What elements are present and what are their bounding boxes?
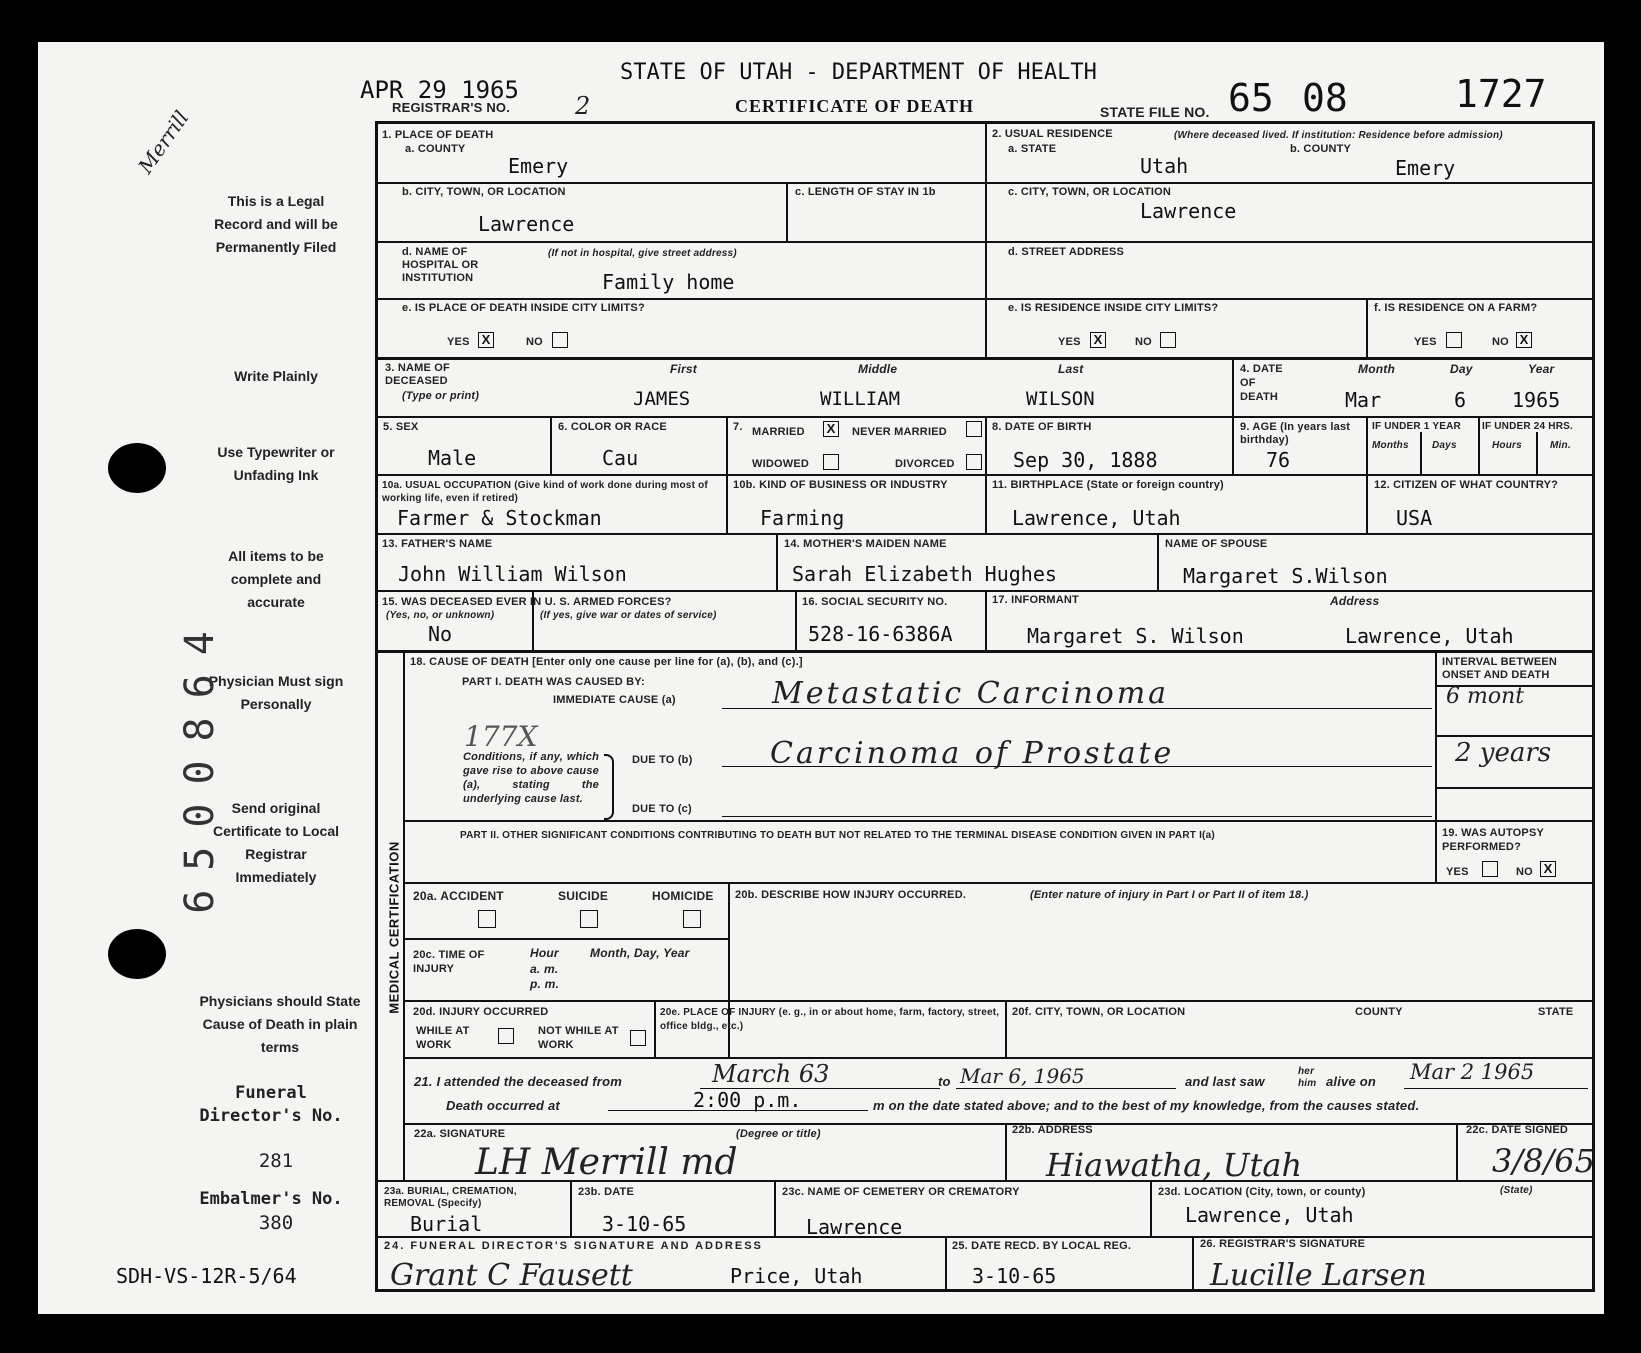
sex: Male	[428, 446, 477, 470]
label-death-occurred-at: Death occurred at	[446, 1098, 560, 1113]
citizen: USA	[1396, 506, 1433, 530]
label-date-signed: 22c. DATE SIGNED	[1466, 1124, 1569, 1136]
place-county: Emery	[508, 154, 569, 178]
label-immediate-cause: IMMEDIATE CAUSE (a)	[553, 694, 676, 706]
res-inside-yes-checkbox[interactable]: X	[1090, 332, 1106, 348]
state-file-b: 08	[1302, 76, 1348, 120]
label-homicide: HOMICIDE	[652, 889, 714, 903]
farm-no-checkbox[interactable]: X	[1516, 332, 1532, 348]
received-stamp: APR 29 1965	[360, 76, 519, 104]
funeral-director-signature: Grant C Fausett	[390, 1258, 633, 1293]
label-time-of-injury: 20c. TIME OF INJURY	[413, 949, 485, 975]
label-accident: 20a. ACCIDENT	[413, 889, 504, 903]
punch-hole	[108, 929, 166, 979]
accident-checkbox[interactable]	[478, 910, 496, 928]
label-injury-note: (Enter nature of injury in Part I or Part II of item 18.)	[1030, 889, 1309, 901]
agency-title: STATE OF UTAH - DEPARTMENT OF HEALTH	[620, 60, 1097, 85]
label-while-at-work: WHILE AT WORK	[416, 1025, 470, 1051]
funeral-director-no: 281	[258, 1150, 294, 1172]
date-signed: 3/8/65	[1492, 1142, 1595, 1180]
interval-a: 6 mont	[1446, 684, 1525, 709]
spouse-name: Margaret S.Wilson	[1183, 564, 1388, 588]
residence-state: Utah	[1140, 154, 1189, 178]
label-ssn: 16. SOCIAL SECURITY NO.	[802, 596, 948, 608]
label-divorced: DIVORCED	[895, 458, 955, 470]
label-father: 13. FATHER'S NAME	[382, 538, 493, 550]
res-inside-no-checkbox[interactable]	[1160, 332, 1176, 348]
farm-yes-checkbox[interactable]	[1446, 332, 1462, 348]
label-farm: f. IS RESIDENCE ON A FARM?	[1374, 302, 1538, 314]
label-institution: d. NAME OF HOSPITAL OR INSTITUTION	[402, 246, 479, 284]
autopsy-yes-checkbox[interactable]	[1482, 861, 1498, 877]
sidebar-items: All items to be complete and accurate	[228, 548, 324, 610]
label-suicide: SUICIDE	[558, 889, 609, 903]
embalmer-no: 380	[258, 1212, 294, 1234]
label-mother: 14. MOTHER'S MAIDEN NAME	[784, 538, 947, 550]
place-inside-yes-checkbox[interactable]: X	[478, 332, 494, 348]
cause-b: Carcinoma of Prostate	[770, 736, 1175, 771]
label-residence: 2. USUAL RESIDENCE	[992, 128, 1113, 140]
state-file-a: 65	[1228, 76, 1274, 120]
label-injury-city: 20f. CITY, TOWN, OR LOCATION	[1012, 1006, 1186, 1018]
label-place-of-injury: 20e. PLACE OF INJURY (e. g., in or about home, farm, factory, street, office bldg., etc.)	[660, 1007, 1000, 1032]
sidebar-send: Send original Certificate to Local Registrar Immediately	[212, 800, 340, 885]
social-security-no: 528-16-6386A	[808, 622, 953, 646]
autopsy-no-checkbox[interactable]: X	[1540, 861, 1556, 877]
dod-month: Mar	[1345, 388, 1382, 412]
cemetery: Lawrence	[806, 1215, 903, 1239]
label-to: to	[938, 1074, 951, 1089]
label-citizen: 12. CITIZEN OF WHAT COUNTRY?	[1374, 479, 1559, 491]
label-state: (State)	[1500, 1185, 1533, 1196]
label-due-to-b: DUE TO (b)	[632, 754, 693, 766]
label-no: NO	[1135, 336, 1152, 348]
attended-to: Mar 6, 1965	[960, 1064, 1085, 1088]
label-location: 23d. LOCATION (City, town, or county)	[1158, 1186, 1366, 1198]
label-yes: YES	[1058, 336, 1081, 348]
label-part-1: PART I. DEATH WAS CAUSED BY:	[462, 676, 645, 688]
label-yes: YES	[1446, 866, 1469, 878]
label-am: a. m.	[530, 962, 559, 976]
label-no: NO	[526, 336, 543, 348]
informant-name: Margaret S. Wilson	[1027, 624, 1244, 648]
icd-code: 177X	[464, 720, 538, 753]
place-institution: Family home	[602, 270, 735, 294]
label-burial-date: 23b. DATE	[578, 1186, 634, 1198]
label-sex: 5. SEX	[383, 421, 419, 433]
label-degree: (Degree or title)	[736, 1128, 821, 1140]
label-occupation: 10a. USUAL OCCUPATION (Give kind of work done during most of working life, even if retired)	[382, 480, 708, 504]
label-yes: YES	[1414, 336, 1437, 348]
label-yes: YES	[447, 336, 470, 348]
form-code: SDH-VS-12R-5/64	[116, 1264, 297, 1288]
sidebar-write: Write Plainly	[234, 368, 318, 384]
homicide-checkbox[interactable]	[683, 910, 701, 928]
label-part-2: PART II. OTHER SIGNIFICANT CONDITIONS CONTRIBUTING TO DEATH BUT NOT RELATED TO THE TERMINAL DISEASE CONDITION GIVEN IN PART I(a)	[460, 830, 1215, 841]
label-date-of-death: 4. DATE OF DEATH	[1240, 363, 1283, 403]
divorced-checkbox[interactable]	[966, 454, 982, 470]
label-marital: 7.	[733, 421, 743, 433]
sidebar-physicians-should: Physicians should State Cause of Death in plain terms	[199, 993, 361, 1055]
physician-signature: LH Merrill md	[475, 1142, 738, 1183]
label-race: 6. COLOR OR RACE	[558, 421, 667, 433]
label-birthplace: 11. BIRTHPLACE (State or foreign country)	[992, 479, 1224, 491]
label-no: NO	[1492, 336, 1509, 348]
suicide-checkbox[interactable]	[580, 910, 598, 928]
label-armed-note2: (If yes, give war or dates of service)	[540, 610, 717, 621]
label-interval: INTERVAL BETWEEN ONSET AND DEATH	[1442, 656, 1558, 681]
never-married-checkbox[interactable]	[966, 421, 982, 437]
label-pm: p. m.	[530, 977, 560, 991]
place-inside-no-checkbox[interactable]	[552, 332, 568, 348]
label-place-of-death: 1. PLACE OF DEATH	[382, 129, 494, 141]
label-married: MARRIED	[752, 426, 805, 438]
label-date-recd: 25. DATE RECD. BY LOCAL REG.	[952, 1240, 1132, 1252]
burial-date: 3-10-65	[602, 1212, 687, 1236]
document-title: CERTIFICATE OF DEATH	[735, 96, 975, 116]
funeral-director-label: Funeral Director's No.	[199, 1083, 343, 1126]
dod-day: 6	[1454, 388, 1467, 412]
label-informant: 17. INFORMANT	[992, 594, 1079, 606]
label-armed-note: (Yes, no, or unknown)	[386, 610, 495, 621]
label-physician-address: 22b. ADDRESS	[1012, 1124, 1093, 1136]
physician-address: Hiawatha, Utah	[1046, 1146, 1303, 1184]
label-last-saw: and last saw	[1185, 1074, 1265, 1089]
sidebar-physician: Physician Must sign Personally	[208, 673, 344, 712]
label-funeral-director: 24. FUNERAL DIRECTOR'S SIGNATURE AND ADDRESS	[384, 1240, 763, 1252]
label-name-deceased: 3. NAME OF DECEASED	[385, 362, 450, 387]
label-address: Address	[1330, 594, 1380, 608]
label-res-city: c. CITY, TOWN, OR LOCATION	[1008, 186, 1172, 198]
registrar-no-label: REGISTRAR'S NO.	[392, 100, 511, 115]
registrar-no: 2	[575, 92, 591, 120]
first-name: JAMES	[633, 388, 691, 410]
date-of-birth: Sep 30, 1888	[1013, 448, 1158, 472]
label-inside-city: e. IS PLACE OF DEATH INSIDE CITY LIMITS?	[402, 302, 645, 314]
residence-city: Lawrence	[1140, 199, 1237, 223]
state-file-label: STATE FILE NO.	[1100, 104, 1210, 120]
label-hours: Hours	[1492, 440, 1522, 451]
sidebar-typewriter: Use Typewriter or Unfading Ink	[217, 444, 335, 483]
label-first: First	[670, 362, 698, 376]
label-length-of-stay: c. LENGTH OF STAY IN 1b	[795, 186, 936, 198]
place-city: Lawrence	[478, 212, 575, 236]
mother-name: Sarah Elizabeth Hughes	[792, 562, 1057, 586]
armed-forces: No	[428, 622, 453, 646]
industry: Farming	[760, 506, 845, 530]
label-disposition: 23a. BURIAL, CREMATION, REMOVAL (Specify)	[384, 1186, 517, 1209]
label-autopsy: 19. WAS AUTOPSY PERFORMED?	[1442, 827, 1544, 853]
corner-initials: Merrill	[133, 106, 194, 178]
label-not-while-at-work: NOT WHILE AT WORK	[538, 1025, 619, 1051]
label-last: Last	[1058, 362, 1084, 376]
label-injury-county: COUNTY	[1355, 1006, 1403, 1018]
label-res-inside-city: e. IS RESIDENCE INSIDE CITY LIMITS?	[1008, 302, 1219, 314]
label-cemetery: 23c. NAME OF CEMETERY OR CREMATORY	[782, 1186, 1020, 1198]
label-dob: 8. DATE OF BIRTH	[992, 421, 1092, 433]
label-no: NO	[1516, 866, 1533, 878]
label-industry: 10b. KIND OF BUSINESS OR INDUSTRY	[733, 479, 948, 491]
race: Cau	[602, 446, 639, 470]
label-her-him: her him	[1298, 1066, 1317, 1089]
label-months: Months	[1372, 440, 1409, 451]
label-res-county: b. COUNTY	[1290, 143, 1352, 155]
dod-year: 1965	[1512, 388, 1561, 412]
label-street-address: d. STREET ADDRESS	[1008, 246, 1125, 258]
label-age: 9. AGE (In years last birthday)	[1240, 421, 1351, 446]
label-m-on-date: m on the date stated above; and to the best of my knowledge, from the causes stated.	[873, 1098, 1420, 1113]
middle-name: WILLIAM	[820, 388, 901, 410]
label-month-day-year: Month, Day, Year	[590, 946, 690, 960]
cause-a: Metastatic Carcinoma	[772, 676, 1170, 711]
label-cause-of-death: 18. CAUSE OF DEATH [Enter only one cause per line for (a), (b), and (c).]	[410, 656, 803, 668]
last-name: WILSON	[1026, 388, 1095, 410]
father-name: John William Wilson	[398, 562, 627, 586]
label-injury-occurred: 20d. INJURY OCCURRED	[413, 1006, 549, 1018]
date-received: 3-10-65	[972, 1264, 1057, 1288]
label-hour: Hour	[530, 946, 559, 960]
embalmer-label: Embalmer's No.	[199, 1189, 343, 1209]
medical-certification-label: MEDICAL CERTIFICATION	[386, 841, 402, 1014]
funeral-director-address: Price, Utah	[730, 1264, 863, 1288]
label-due-to-c: DUE TO (c)	[632, 803, 692, 815]
occupation: Farmer & Stockman	[397, 506, 602, 530]
burial-location: Lawrence, Utah	[1185, 1203, 1354, 1227]
label-min: Min.	[1550, 440, 1571, 451]
residence-county: Emery	[1395, 156, 1456, 180]
label-signature: 22a. SIGNATURE	[414, 1128, 506, 1140]
label-day: Day	[1450, 362, 1473, 376]
disposition: Burial	[410, 1212, 483, 1236]
label-attended-from: 21. I attended the deceased from	[414, 1074, 622, 1089]
label-alive-on: alive on	[1326, 1074, 1377, 1089]
birthplace: Lawrence, Utah	[1012, 506, 1181, 530]
interval-b: 2 years	[1455, 738, 1552, 768]
label-year: Year	[1528, 362, 1555, 376]
sidebar-legal: This is a Legal Record and will be Permanently Filed	[214, 193, 338, 255]
label-residence-note: (Where deceased lived. If institution: Residence before admission)	[1174, 130, 1503, 141]
label-under-24-hrs: IF UNDER 24 HRS.	[1482, 421, 1573, 432]
informant-address: Lawrence, Utah	[1345, 624, 1514, 648]
state-file-c: 1727	[1455, 72, 1547, 116]
label-conditions: Conditions, if any, which gave rise to above cause (a), stating the underlying cause last.	[463, 751, 599, 805]
vertical-cert-number: 6500864	[177, 612, 223, 914]
attended-from: March 63	[712, 1060, 830, 1088]
punch-hole	[108, 443, 166, 493]
label-widowed: WIDOWED	[752, 458, 810, 470]
label-city: b. CITY, TOWN, OR LOCATION	[402, 186, 566, 198]
label-county: a. COUNTY	[405, 143, 466, 155]
label-armed-forces: 15. WAS DECEASED EVER IN U. S. ARMED FORCES?	[382, 596, 672, 608]
label-injury-state: STATE	[1538, 1006, 1574, 1018]
alive-date: Mar 2 1965	[1410, 1060, 1535, 1084]
while-at-work-checkbox[interactable]	[498, 1028, 514, 1044]
married-checkbox[interactable]: X	[823, 421, 839, 437]
label-days: Days	[1432, 440, 1457, 451]
label-injury-description: 20b. DESCRIBE HOW INJURY OCCURRED.	[735, 889, 967, 901]
label-under-1-year: IF UNDER 1 YEAR	[1372, 421, 1461, 432]
widowed-checkbox[interactable]	[823, 454, 839, 470]
label-type-print: (Type or print)	[402, 390, 480, 402]
label-institution-note: (If not in hospital, give street address)	[548, 248, 737, 259]
label-registrar-signature: 26. REGISTRAR'S SIGNATURE	[1200, 1238, 1366, 1250]
not-while-at-work-checkbox[interactable]	[630, 1030, 646, 1046]
label-middle: Middle	[858, 362, 898, 376]
registrar-signature: Lucille Larsen	[1210, 1258, 1427, 1293]
age: 76	[1266, 448, 1291, 472]
label-month: Month	[1358, 362, 1395, 376]
time-of-death: 2:00 p.m.	[693, 1088, 802, 1112]
label-never-married: NEVER MARRIED	[852, 426, 947, 438]
label-res-state: a. STATE	[1008, 143, 1057, 155]
label-spouse: NAME OF SPOUSE	[1165, 538, 1268, 550]
